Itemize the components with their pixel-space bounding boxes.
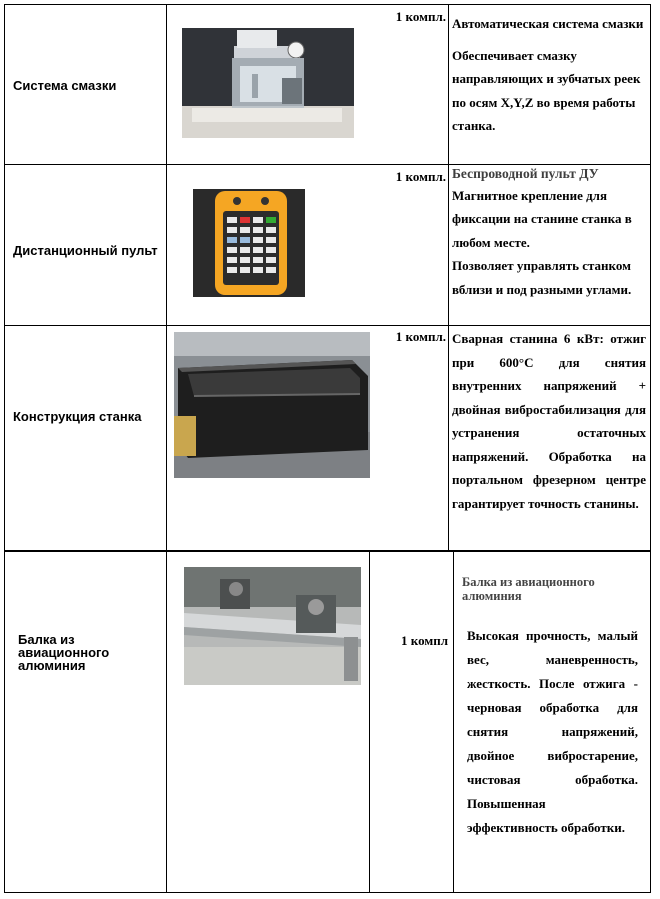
machine-bed-photo (174, 332, 370, 478)
row-remote-description (452, 162, 648, 301)
row-lubrication-title: Автоматическая система смазки (452, 16, 644, 31)
row-beam-title-text: Балка из авиационного алюминия (462, 575, 595, 603)
aluminum-beam-photo (184, 567, 361, 685)
row-beam-qty: 1 компл (401, 633, 448, 648)
row-lubrication-qty: 1 компл. (395, 9, 446, 24)
row-construction-name: Конструкция станка (13, 409, 142, 424)
row-remote-text-2: Позволяет управлять станком вблизи и под разными углами. (452, 258, 632, 297)
row-beam-text: Высокая прочность, малый вес, маневренность, жесткость. После отжига - черновая обработка для снятия напряжений, двойное вибростарение, чистовая обработка. Повышенная эффективность обработки. (467, 628, 638, 835)
row-remote-text-1: Магнитное крепление для фиксации на станине станка в любом месте. (452, 187, 632, 250)
row-lubrication-name: Система смазки (13, 78, 117, 93)
wireless-remote-photo (193, 189, 305, 297)
row-lubrication-text: Обеспечивает смазку направляющих и зубчатых реек по осям X,Y,Z во время работы станка. (452, 47, 641, 133)
row-remote-name: Дистанционный пульт (13, 243, 158, 258)
lubrication-pump-photo (182, 28, 354, 138)
row-construction-qty: 1 компл. (395, 329, 446, 344)
row-remote-qty: 1 компл. (395, 169, 446, 184)
row-remote-title: Беспроводной пульт ДУ (452, 166, 599, 181)
row-beam-name: Балка из авиационного алюминия (18, 632, 110, 673)
row-beam-title (462, 575, 642, 603)
row-construction-text: Сварная станина 6 кВт: отжиг при 600°С для снятия внутренних напряжений + двойная вибростабилизация для устранения остаточных напряжений. Обработка на портальном фрезерном центре гарантирует точность станины. (452, 331, 646, 511)
row-lubrication-description (452, 12, 646, 138)
